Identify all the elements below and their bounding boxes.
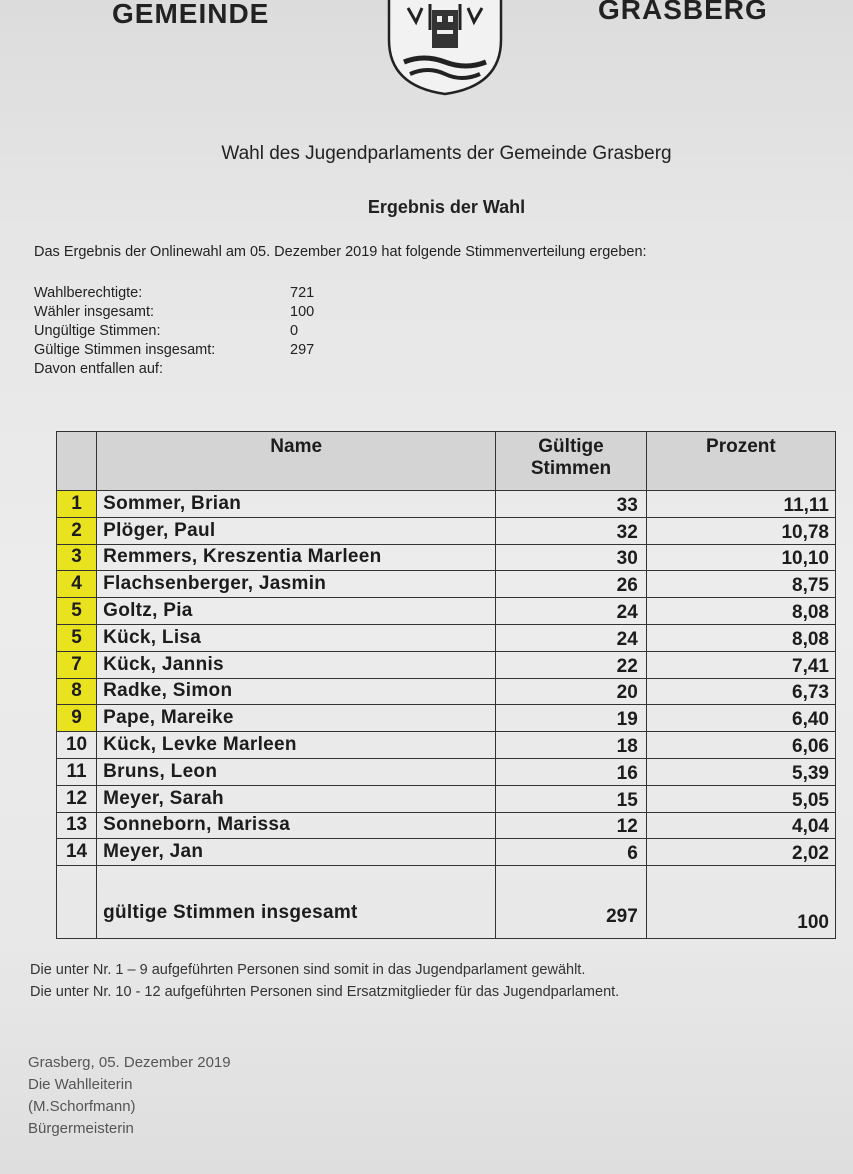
votes-cell: 20 <box>496 678 647 705</box>
total-percent: 100 <box>646 866 835 939</box>
header-right-word: GRASBERG <box>598 0 768 25</box>
name-cell: Sommer, Brian <box>97 491 496 518</box>
percent-cell: 6,73 <box>646 678 835 705</box>
name-cell: Bruns, Leon <box>97 758 496 785</box>
name-cell: Kück, Jannis <box>97 651 496 678</box>
stat-label: Ungültige Stimmen: <box>34 323 161 339</box>
intro-text: Das Ergebnis der Onlinewahl am 05. Dezember 2019 hat folgende Stimmenverteilung ergeben: <box>34 244 647 260</box>
rank-cell: 5 <box>57 598 97 625</box>
votes-cell: 24 <box>496 624 647 651</box>
total-rank-cell <box>57 866 97 939</box>
rank-cell: 11 <box>57 758 97 785</box>
table-row <box>57 812 836 839</box>
votes-cell: 22 <box>496 651 647 678</box>
signature-role: Die Wahlleiterin <box>28 1076 133 1093</box>
header-votes: Gültige Stimmen <box>496 432 647 491</box>
stat-value: 297 <box>290 342 315 358</box>
rank-cell: 2 <box>57 517 97 544</box>
header-rank <box>57 432 97 491</box>
percent-cell: 4,04 <box>646 812 835 839</box>
signature-block <box>28 1052 231 1140</box>
coat-of-arms-icon <box>386 0 504 96</box>
percent-cell: 5,05 <box>646 785 835 812</box>
table-row <box>57 517 836 544</box>
stat-value: 721 <box>290 285 315 301</box>
votes-cell: 16 <box>496 758 647 785</box>
name-cell: Pape, Mareike <box>97 705 496 732</box>
rank-cell: 12 <box>57 785 97 812</box>
rank-cell: 5 <box>57 624 97 651</box>
table-row <box>57 839 836 866</box>
name-cell: Kück, Lisa <box>97 624 496 651</box>
votes-cell: 19 <box>496 705 647 732</box>
votes-cell: 24 <box>496 598 647 625</box>
total-label: gültige Stimmen insgesamt <box>97 866 496 939</box>
name-cell: Meyer, Jan <box>97 839 496 866</box>
note-elected: Die unter Nr. 1 – 9 aufgeführten Personen sind somit in das Jugendparlament gewählt. <box>30 962 586 978</box>
name-cell: Plöger, Paul <box>97 517 496 544</box>
percent-cell: 10,10 <box>646 544 835 571</box>
name-cell: Meyer, Sarah <box>97 785 496 812</box>
name-cell: Remmers, Kreszentia Marleen <box>97 544 496 571</box>
percent-cell: 8,08 <box>646 624 835 651</box>
results-table <box>56 431 836 939</box>
table-row <box>57 544 836 571</box>
table-row <box>57 705 836 732</box>
stat-value: 100 <box>290 304 315 320</box>
stat-value: 0 <box>290 323 299 339</box>
rank-cell: 10 <box>57 732 97 759</box>
table-row <box>57 651 836 678</box>
percent-cell: 8,08 <box>646 598 835 625</box>
percent-cell: 2,02 <box>646 839 835 866</box>
total-row <box>57 866 836 939</box>
rank-cell: 14 <box>57 839 97 866</box>
percent-cell: 10,78 <box>646 517 835 544</box>
votes-cell: 15 <box>496 785 647 812</box>
header-percent: Prozent <box>646 432 835 491</box>
votes-cell: 6 <box>496 839 647 866</box>
votes-cell: 18 <box>496 732 647 759</box>
table-row <box>57 598 836 625</box>
table-header-row <box>57 432 836 491</box>
stat-label: Davon entfallen auf: <box>34 361 163 377</box>
table-row <box>57 732 836 759</box>
name-cell: Goltz, Pia <box>97 598 496 625</box>
percent-cell: 6,40 <box>646 705 835 732</box>
votes-cell: 12 <box>496 812 647 839</box>
table-row <box>57 758 836 785</box>
rank-cell: 8 <box>57 678 97 705</box>
signature-place-date: Grasberg, 05. Dezember 2019 <box>28 1054 231 1071</box>
percent-cell: 11,11 <box>646 491 835 518</box>
rank-cell: 9 <box>57 705 97 732</box>
signature-title: Bürgermeisterin <box>28 1120 134 1137</box>
header-left-word: GEMEINDE <box>112 0 270 29</box>
stat-label: Gültige Stimmen insgesamt: <box>34 342 216 358</box>
rank-cell: 13 <box>57 812 97 839</box>
percent-cell: 6,06 <box>646 732 835 759</box>
rank-cell: 7 <box>57 651 97 678</box>
total-votes: 297 <box>496 866 647 939</box>
name-cell: Flachsenberger, Jasmin <box>97 571 496 598</box>
name-cell: Sonneborn, Marissa <box>97 812 496 839</box>
name-cell: Kück, Levke Marleen <box>97 732 496 759</box>
stat-label: Wähler insgesamt: <box>34 304 155 320</box>
percent-cell: 8,75 <box>646 571 835 598</box>
rank-cell: 4 <box>57 571 97 598</box>
table-row <box>57 785 836 812</box>
rank-cell: 3 <box>57 544 97 571</box>
votes-cell: 32 <box>496 517 647 544</box>
note-substitutes: Die unter Nr. 10 - 12 aufgeführten Personen sind Ersatzmitglieder für das Jugendparlament. <box>30 984 620 1000</box>
table-row <box>57 571 836 598</box>
header-name: Name <box>97 432 496 491</box>
document-subtitle: Ergebnis der Wahl <box>367 197 526 217</box>
percent-cell: 7,41 <box>646 651 835 678</box>
name-cell: Radke, Simon <box>97 678 496 705</box>
table-row <box>57 678 836 705</box>
votes-cell: 30 <box>496 544 647 571</box>
signature-name: (M.Schorfmann) <box>28 1098 136 1115</box>
rank-cell: 1 <box>57 491 97 518</box>
percent-cell: 5,39 <box>646 758 835 785</box>
table-row <box>57 624 836 651</box>
document-title: Wahl des Jugendparlaments der Gemeinde Grasberg <box>221 143 672 164</box>
table-row <box>57 491 836 518</box>
stat-label: Wahlberechtigte: <box>34 285 143 301</box>
votes-cell: 33 <box>496 491 647 518</box>
votes-cell: 26 <box>496 571 647 598</box>
